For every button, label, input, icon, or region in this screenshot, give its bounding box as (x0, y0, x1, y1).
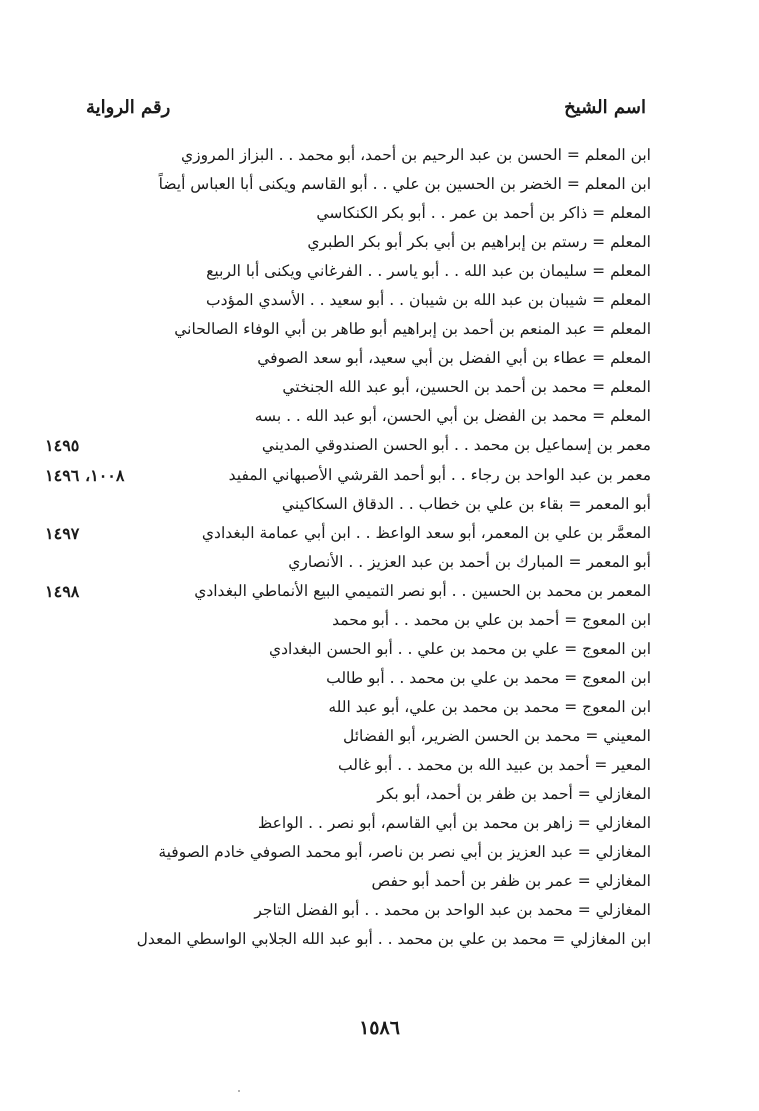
index-entry (59, 315, 659, 344)
index-entry (59, 635, 659, 664)
entry-narration-number: ١٤٩٥ (45, 436, 80, 456)
page-number: ١٥٨٦ (359, 1017, 400, 1039)
index-entry (59, 606, 659, 635)
entry-text: المغازلي = عبد العزيز بن أبي نصر بن ناصر، أبو محمد الصوفي خادم الصوفية (158, 843, 651, 862)
index-entry (59, 722, 659, 751)
index-entry (59, 228, 659, 257)
index-entry (59, 867, 659, 896)
entry-text: أبو المعمر = المبارك بن أحمد بن عبد العزيز . . الأنصاري (288, 552, 651, 571)
entry-text: المعلم = ذاكر بن أحمد بن عمر . . أبو بكر الكنكاسي (316, 204, 651, 223)
index-entry (59, 925, 659, 954)
index-entry (59, 751, 659, 780)
entry-text: المعيني = محمد بن الحسن الضرير، أبو الفضائل (342, 726, 651, 745)
index-entry (45, 431, 659, 460)
index-entry (45, 461, 659, 490)
entry-text: المعمَّر بن علي بن المعمر، أبو سعد الواعظ . . ابن أبي عمامة البغدادي (201, 523, 651, 542)
entry-text: معمر بن إسماعيل بن محمد . . أبو الحسن الصندوقي المديني (261, 436, 651, 455)
entry-text: المعلم = محمد بن أحمد بن الحسين، أبو عبد الله الجنختي (282, 378, 651, 397)
entry-text: المغازلي = عمر بن ظفر بن أحمد أبو حفص (371, 872, 651, 891)
index-entry (45, 577, 659, 606)
index-entry (59, 490, 659, 519)
entry-text: أبو المعمر = بقاء بن علي بن خطاب . . الدقاق السكاكيني (281, 494, 651, 513)
entry-text: المغازلي = زاهر بن محمد بن أبي القاسم، أبو نصر . . الواعظ (257, 814, 651, 833)
index-entry (59, 344, 659, 373)
entry-text: المعلم = شيبان بن عبد الله بن شيبان . . أبو سعيد . . الأسدي المؤدب (206, 291, 651, 310)
index-entry (59, 780, 659, 809)
index-entry (59, 809, 659, 838)
entry-text: المعلم = عبد المنعم بن أحمد بن إبراهيم أبو طاهر بن أبي الوفاء الصالحاني (174, 320, 651, 339)
entry-narration-number: ١٤٩٨ (45, 581, 80, 601)
index-entry (45, 519, 659, 548)
entry-text: المعلم = رستم بن إبراهيم بن أبي بكر أبو بكر الطبري (307, 233, 651, 252)
entry-text: ابن المعلم = الحسن بن عبد الرحيم بن أحمد، أبو محمد . . البزاز المروزي (181, 146, 651, 164)
index-entry (59, 141, 659, 170)
index-entry (59, 693, 659, 722)
entry-text: المعلم = سليمان بن عبد الله . . أبو ياسر . . الفرغاني ويكنى أبا الربيع (206, 262, 651, 281)
entry-text: ابن المعوج = محمد بن محمد بن علي، أبو عبد الله (328, 697, 651, 716)
index-entry (59, 896, 659, 925)
entry-text: المعلم = محمد بن الفضل بن أبي الحسن، أبو عبد الله . . بسه (254, 407, 651, 426)
index-entry (59, 170, 659, 199)
index-entry (59, 373, 659, 402)
entry-text: ابن المغازلي = محمد بن علي بن محمد . . أبو عبد الله الجلابي الواسطي المعدل (136, 930, 651, 949)
shaykh-index-list (45, 141, 659, 954)
index-entry (59, 286, 659, 315)
scan-speck (238, 1090, 240, 1092)
index-entry (59, 199, 659, 228)
entry-text: المعلم = عطاء بن أبي الفضل بن أبي سعيد، أبو سعد الصوفي (257, 349, 651, 368)
entry-text: ابن المعلم = الخضر بن الحسين بن علي . . أبو القاسم ويكنى أبا العباس أيضاً (158, 175, 651, 194)
narration-number-heading: رقم الرواية (86, 97, 171, 118)
shaykh-name-heading: اسم الشيخ (564, 97, 646, 118)
entry-text: المغازلي = أحمد بن ظفر بن أحمد، أبو بكر (377, 785, 651, 804)
index-entry (59, 402, 659, 431)
entry-text: ابن المعوج = علي بن محمد بن علي . . أبو الحسن البغدادي (268, 639, 651, 658)
entry-text: المعير = أحمد بن عبيد الله بن محمد . . أبو غالب (338, 755, 651, 774)
entry-text: ابن المعوج = محمد بن علي بن محمد . . أبو طالب (326, 668, 651, 687)
entry-narration-number: ١٤٩٧ (45, 523, 80, 543)
index-entry (59, 664, 659, 693)
entry-text: ابن المعوج = أحمد بن علي بن محمد . . أبو محمد (332, 610, 651, 629)
index-entry (59, 548, 659, 577)
entry-text: معمر بن عبد الواحد بن رجاء . . أبو أحمد القرشي الأصبهاني المفيد (228, 465, 651, 484)
entry-text: المعمر بن محمد بن الحسين . . أبو نصر التميمي البيع الأنماطي البغدادي (194, 581, 651, 600)
index-entry (59, 838, 659, 867)
entry-text: المغازلي = محمد بن عبد الواحد بن محمد . . أبو الفضل التاجر (254, 901, 651, 920)
entry-narration-number: ١٠٠٨، ١٤٩٦ (45, 465, 125, 485)
index-entry (59, 257, 659, 286)
